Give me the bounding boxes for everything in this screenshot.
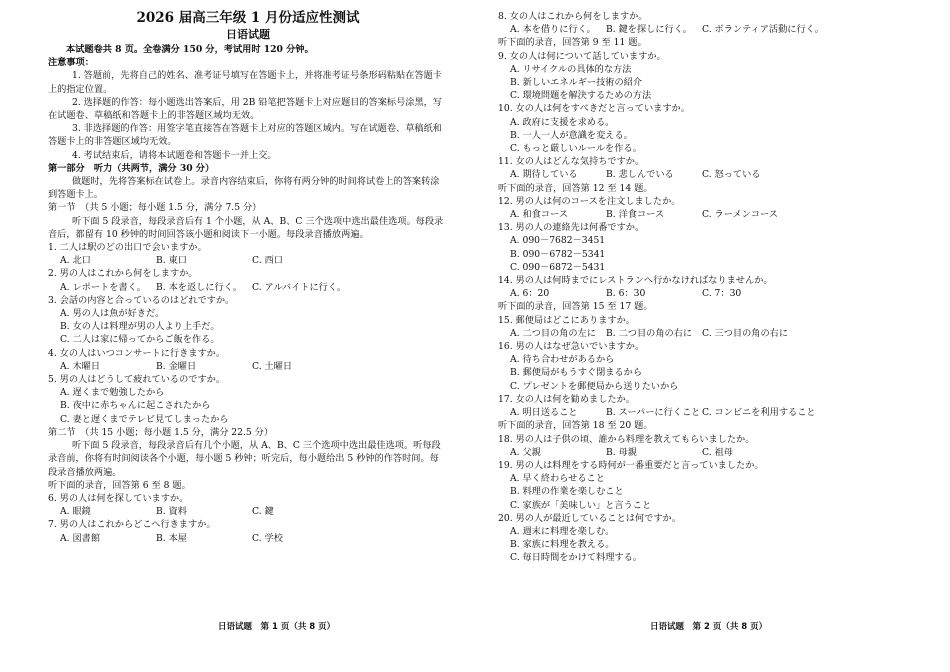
option-b: B. 家族に料理を教える。 (510, 539, 615, 551)
question-12: 12. 男の人は何のコースを注文しましたか。 (498, 195, 681, 207)
option-b: B. スーパーに行くこと (606, 407, 701, 419)
option-c: C. 西口 (252, 255, 283, 267)
option-a: A. 木曜日 (60, 360, 101, 372)
question-8-options (498, 23, 906, 36)
question-17: 17. 女の人は何を勧めましたか。 (498, 393, 635, 405)
option-b: B. 6：30 (606, 288, 646, 300)
option-a: A. 男の人は魚が好きだ。 (60, 308, 165, 320)
question-13: 13. 男の人の連絡先は何番ですか。 (498, 222, 645, 234)
section1-desc: 听下面 5 段录音，每段录音后有 1 个小题，从 A、B、C 三个选项中选出最佳选项。每段录音后，都留有 10 秒钟的时间回答该小题和阅读下一小题。每段录音播放两遍。 (48, 215, 444, 240)
option-c: C. 妻と遅くまでテレビ見てしまったから (60, 413, 229, 425)
option-c: C. ボランティア活動に行く。 (702, 24, 824, 36)
option-c: C. アルバイトに行く。 (252, 281, 347, 293)
option-a: A. レポートを書く。 (60, 281, 146, 293)
note-item: 3. 非选择题的作答：用签字笔直接答在答题卡上对应的答题区域内。写在试题卷、草稿纸和答题卡上的非答题区域均无效。 (48, 123, 442, 148)
listen-instruction-15-17: 听下面的录音，回答第 15 至 17 题。 (498, 301, 653, 313)
option-b: B. 悲しんでいる (606, 169, 674, 181)
page-footer-1: 日语试题 第 1 页（共 8 页） (218, 622, 336, 632)
option-c: C. 鍵 (252, 506, 274, 518)
option-a: A. 待ち合わせがあるから (510, 354, 615, 366)
question-4: 4. 女の人はいつコンサートに行きますか。 (48, 347, 226, 359)
question-3: 3. 会話の内容と合っているのはどれですか。 (48, 294, 235, 306)
question-18-options (498, 446, 906, 459)
question-2: 2. 男の人はこれから何をしますか。 (48, 268, 198, 280)
option-c: C. 三つ目の角の右に (702, 327, 789, 339)
exam-info: 本试题卷共 8 页。全卷满分 150 分，考试用时 120 分钟。 (66, 44, 314, 55)
question-5: 5. 男の人はどうして疲れているのですか。 (48, 374, 226, 386)
question-11: 11. 女の人はどんな気持ちですか。 (498, 156, 645, 168)
left-column (48, 10, 448, 545)
option-a: A. 6：20 (510, 288, 550, 300)
listen-instruction-18-20: 听下面的录音，回答第 18 至 20 题。 (498, 420, 653, 432)
option-a: A. 北口 (60, 255, 91, 267)
option-a: A. 090－7682－3451 (510, 235, 606, 247)
question-20: 20. 男の人が最近していることは何ですか。 (498, 512, 681, 524)
option-b: B. 資料 (156, 506, 187, 518)
question-8: 8. 女の人はこれから何をしますか。 (498, 11, 648, 22)
option-c: C. コンビニを利用すること (702, 407, 816, 419)
listen-instruction-6-8: 听下面的录音，回答第 6 至 8 题。 (48, 479, 191, 491)
section2-heading: 第二节 （共 15 小题；每小题 1.5 分，满分 22.5 分） (48, 426, 274, 438)
option-c: C. 毎日時間をかけて料理する。 (510, 552, 642, 564)
option-b: B. 金曜日 (156, 360, 197, 372)
option-b: B. 東口 (156, 255, 187, 267)
option-a: A. 週末に料理を楽しむ。 (510, 525, 615, 537)
option-b: B. 二つ目の角の右に (606, 327, 693, 339)
question-15: 15. 郵便局はどこにありますか。 (498, 314, 635, 326)
option-a: A. 父親 (510, 446, 541, 458)
option-a: A. 期待している (510, 169, 578, 181)
notes-heading: 注意事项： (48, 57, 94, 69)
part1-desc: 做题时，先将答案标在试卷上。录音内容结束后，你将有两分钟的时间将试卷上的答案转涂到答题卡上。 (48, 176, 440, 201)
option-c: C. 学校 (252, 532, 283, 544)
option-c: C. 祖母 (702, 446, 733, 458)
option-a: A. 眼鏡 (60, 506, 91, 518)
option-b: B. 090－6782－5341 (510, 248, 606, 260)
option-b: B. 郵便局がもうすぐ閉まるから (510, 367, 643, 379)
option-b: B. 鍵を探しに行く。 (606, 24, 692, 36)
section1-heading: 第一节 （共 5 小题；每小题 1.5 分，满分 7.5 分） (48, 202, 262, 214)
question-11-options (498, 168, 906, 181)
option-b: B. 本を返しに行く。 (156, 281, 242, 293)
question-6: 6. 男の人は何を探していますか。 (48, 492, 189, 504)
part1-heading: 第一部分 听力（共两节，满分 30 分） (48, 162, 215, 174)
option-b: B. 母親 (606, 446, 637, 458)
question-14-options (498, 287, 906, 300)
option-b: B. 女の人は料理が男の人より上手だ。 (60, 321, 220, 333)
option-b: B. 一人一人が意識を変える。 (510, 129, 633, 141)
right-column (498, 10, 906, 565)
question-1-options (48, 254, 448, 267)
question-2-options (48, 281, 448, 294)
option-b: B. 本屋 (156, 532, 187, 544)
option-b: B. 新しいエネルギー技術の紹介 (510, 77, 643, 89)
option-a: A. 図書館 (60, 532, 101, 544)
question-4-options (48, 360, 448, 373)
listen-instruction-9-11: 听下面的录音，回答第 9 至 11 题。 (498, 37, 647, 49)
section2-desc: 听下面 5 段录音，每段录音后有几个小题，从 A、B、C 三个选项中选出最佳选项。听每段录音前，你将有时间阅读各个小题，每小题 5 秒钟；听完后，每小题给出 5 秒钟的作答时间。每段录音播放两遍。 (48, 440, 441, 478)
option-b: B. 料理の作業を楽しむこと (510, 486, 624, 498)
option-a: A. 明日送ること (510, 407, 578, 419)
option-a: A. 遅くまで勉強したから (60, 387, 165, 399)
option-c: C. 7：30 (702, 288, 742, 300)
question-14: 14. 男の人は何時までにレストランへ行かなければなりませんか。 (498, 275, 773, 287)
question-7: 7. 男の人はこれからどこへ行きますか。 (48, 519, 216, 531)
option-a: A. 二つ目の角の左に (510, 327, 596, 339)
option-c: C. ラーメンコース (702, 209, 778, 221)
page-footer-2: 日语试题 第 2 页（共 8 页） (650, 622, 768, 632)
option-c: C. 土曜日 (252, 360, 293, 372)
question-19: 19. 男の人は料理をする時何が一番重要だと言っていましたか。 (498, 459, 764, 471)
note-item: 4. 考试结束后，请将本试题卷和答题卡一并上交。 (72, 149, 277, 161)
option-c: C. プレゼントを郵便局から送りたいから (510, 380, 679, 392)
question-12-options (498, 208, 906, 221)
option-a: A. 本を借りに行く。 (510, 24, 596, 36)
exam-subtitle: 日语试题 (226, 28, 270, 41)
exam-title: 2026 届高三年级 1 月份适应性测试 (136, 10, 360, 26)
question-1: 1. 二人は駅のどの出口で会いますか。 (48, 242, 207, 254)
listen-instruction-12-14: 听下面的录音，回答第 12 至 14 题。 (498, 182, 653, 194)
question-9: 9. 女の人は何について話していますか。 (498, 50, 666, 62)
option-a: A. 政府に支援を求める。 (510, 116, 615, 128)
option-a: A. 早く終わらせること (510, 473, 605, 485)
question-16: 16. 男の人はなぜ急いでいますか。 (498, 341, 645, 353)
question-17-options (498, 406, 906, 419)
option-a: A. リサイクルの具体的な方法 (510, 63, 632, 75)
question-7-options (48, 532, 448, 545)
option-a: A. 和食コース (510, 209, 568, 221)
note-item: 1. 答题前，先将自己的姓名、准考证号填写在答题卡上，并将准考证号条形码粘贴在答题卡上的指定位置。 (48, 70, 442, 95)
note-item: 2. 选择题的作答：每小题选出答案后，用 2B 铅笔把答题卡上对应题目的答案标号涂黑，写在试题卷、草稿纸和答题卡上的非答题区域均无效。 (48, 96, 443, 122)
option-c: C. 環境問題を解決するための方法 (510, 90, 652, 102)
option-c: C. 家族が「美味しい」と言うこと (510, 499, 652, 511)
option-c: C. 090－6872－5431 (510, 261, 606, 273)
option-b: B. 洋食コース (606, 209, 665, 221)
option-c: C. 怒っている (702, 169, 761, 181)
option-c: C. 二人は家に帰ってからご飯を作る。 (60, 334, 220, 346)
question-6-options (48, 505, 448, 518)
option-c: C. もっと厳しいルールを作る。 (510, 143, 642, 155)
option-b: B. 夜中に赤ちゃんに起こされたから (60, 400, 211, 412)
question-15-options (498, 327, 906, 340)
question-10: 10. 女の人は何をすべきだと言っていますか。 (498, 103, 690, 115)
question-18: 18. 男の人は子供の頃、誰から料理を教えてもらいましたか。 (498, 433, 755, 445)
